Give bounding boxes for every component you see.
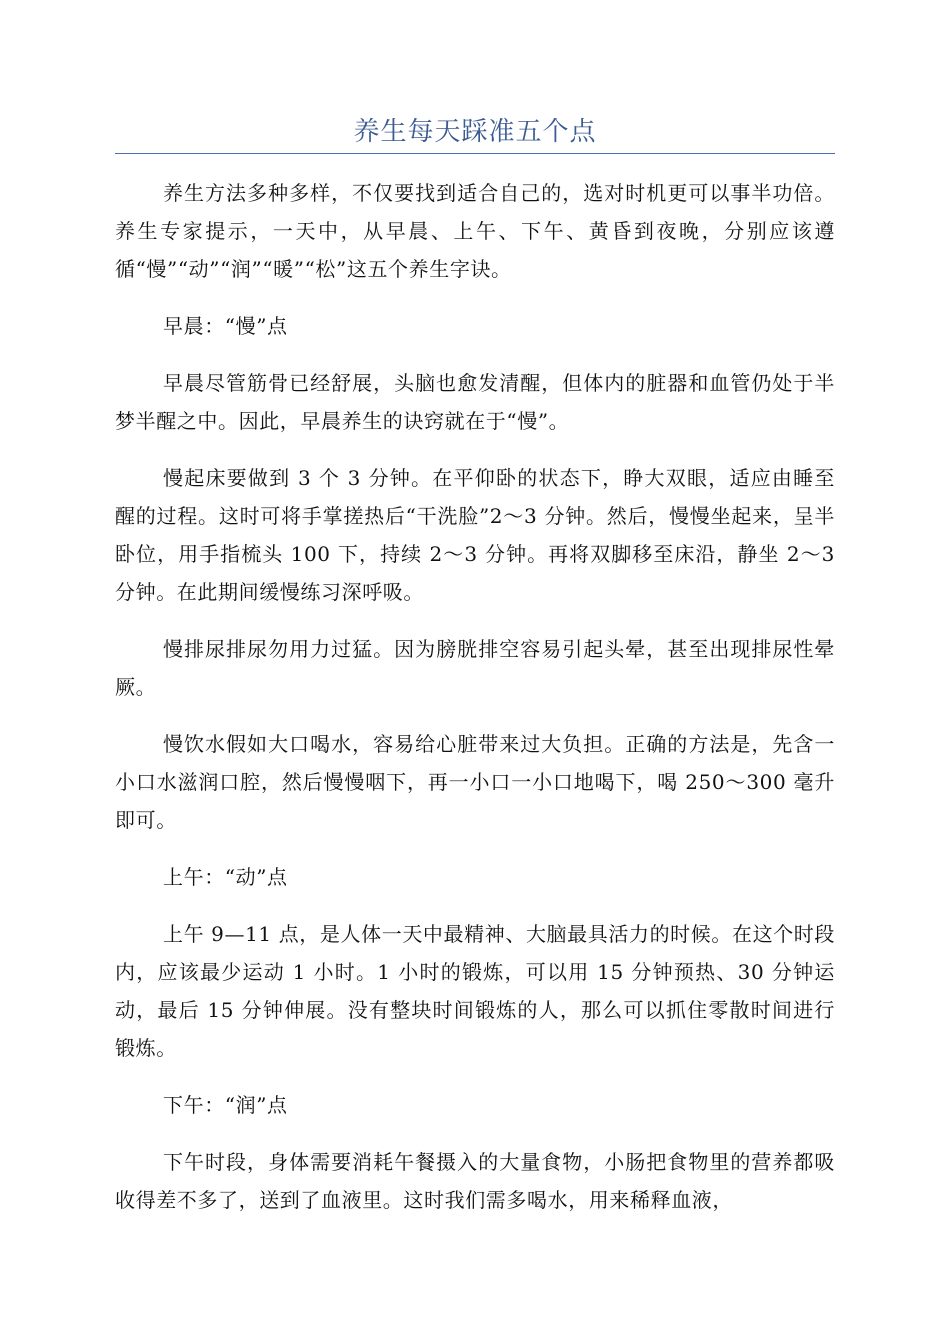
section-heading-morning: 早晨：“慢”点 — [163, 314, 288, 338]
paragraph-afternoon: 下午时段，身体需要消耗午餐摄入的大量食物，小肠把食物里的营养都吸收得差不多了，送到了血液里。这时我们需多喝水，用来稀释血液， — [115, 1150, 835, 1212]
document-body — [115, 174, 835, 1238]
paragraph-slow-urinate: 慢排尿排尿勿用力过猛。因为膀胱排空容易引起头晕，甚至出现排尿性晕厥。 — [115, 637, 835, 699]
section-heading-forenoon: 上午：“动”点 — [163, 865, 288, 889]
section-heading-afternoon: 下午：“润”点 — [163, 1093, 288, 1117]
intro-paragraph: 养生方法多种多样，不仅要找到适合自己的，选对时机更可以事半功倍。养生专家提示，一天中，从早晨、上午、下午、黄昏到夜晚，分别应该遵循“慢”“动”“润”“暖”“松”这五个养生字诀。 — [115, 181, 835, 281]
paragraph-morning-intro: 早晨尽管筋骨已经舒展，头脑也愈发清醒，但体内的脏器和血管仍处于半梦半醒之中。因此，早晨养生的诀窍就在于“慢”。 — [115, 371, 835, 433]
paragraph-slow-rise: 慢起床要做到 3 个 3 分钟。在平仰卧的状态下，睁大双眼，适应由睡至醒的过程。这时可将手掌搓热后“干洗脸”2～3 分钟。然后，慢慢坐起来，呈半卧位，用手指梳头 100 下，持续 2～3 分钟。再将双脚移至床沿，静坐 2～3 分钟。在此期间缓慢练习深呼吸。 — [115, 466, 835, 604]
title-underline — [115, 153, 835, 154]
paragraph-forenoon: 上午 9—11 点，是人体一天中最精神、大脑最具活力的时候。在这个时段内，应该最少运动 1 小时。1 小时的锻炼，可以用 15 分钟预热、30 分钟运动，最后 15 分钟伸展。没有整块时间锻炼的人，那么可以抓住零散时间进行锻炼。 — [115, 922, 835, 1060]
paragraph-slow-drink: 慢饮水假如大口喝水，容易给心脏带来过大负担。正确的方法是，先含一小口水滋润口腔，然后慢慢咽下，再一小口一小口地喝下，喝 250～300 毫升即可。 — [115, 732, 835, 832]
document-title: 养生每天踩准五个点 — [353, 117, 597, 147]
